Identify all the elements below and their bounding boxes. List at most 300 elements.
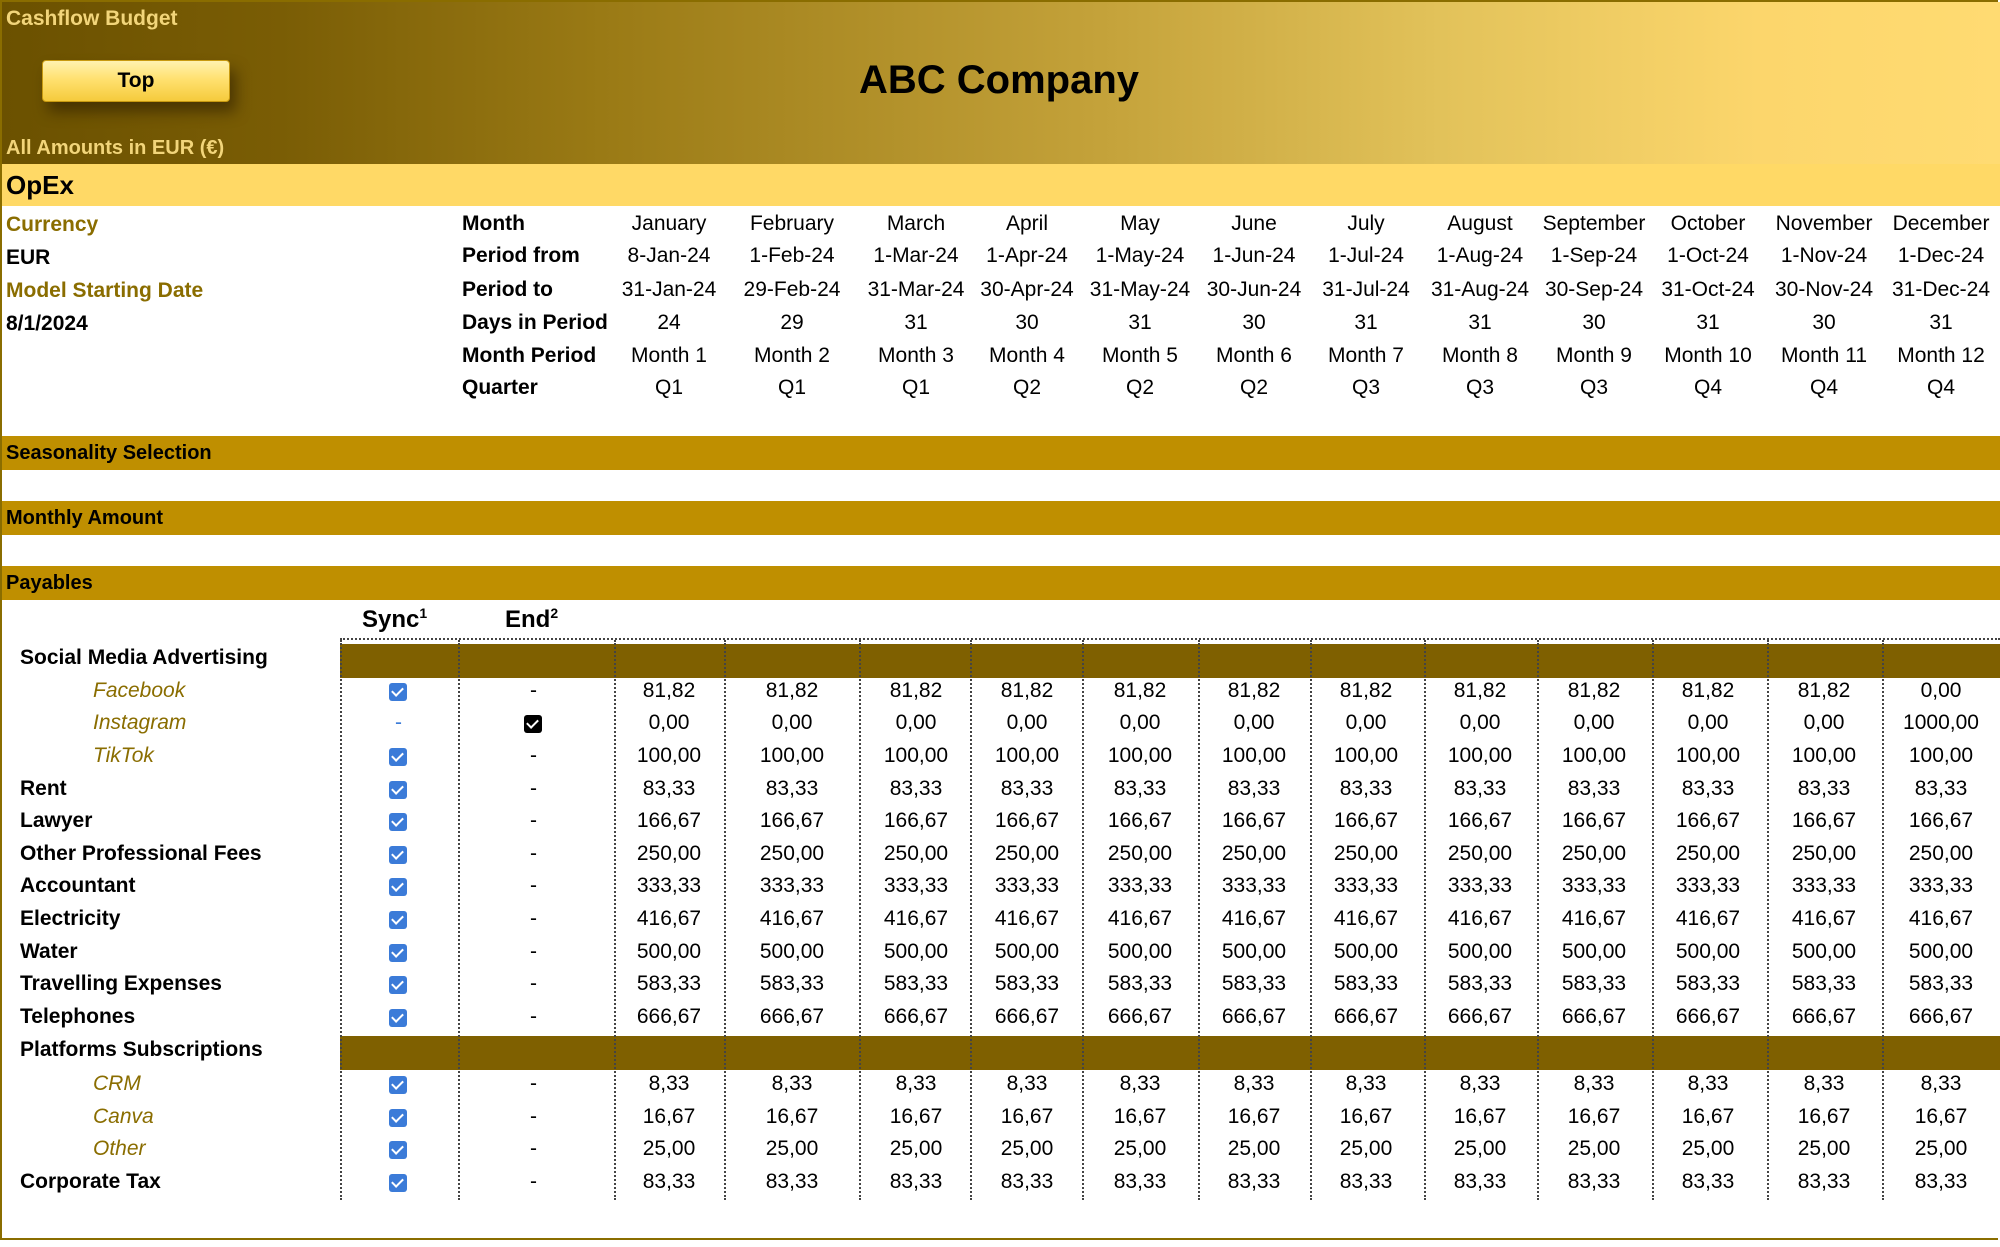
amount-cell[interactable]: 100,00 — [1221, 744, 1287, 767]
sync-checkbox[interactable] — [389, 683, 407, 701]
sync-checkbox[interactable] — [389, 911, 407, 929]
amount-cell[interactable]: 166,67 — [1447, 809, 1513, 832]
amount-cell[interactable]: 81,82 — [889, 679, 943, 702]
amount-cell[interactable]: 0,00 — [1803, 711, 1845, 734]
end-empty-dash[interactable]: - — [530, 1105, 537, 1128]
period-quarter-cell: Q4 — [1926, 376, 1955, 399]
amount-cell[interactable]: 25,00 — [1797, 1137, 1851, 1160]
amount-cell[interactable]: 0,00 — [1119, 711, 1161, 734]
amount-cell[interactable]: 8,33 — [895, 1072, 937, 1095]
grid-divider — [724, 640, 726, 1200]
period-month-cell: June — [1231, 212, 1277, 235]
end-empty-dash[interactable]: - — [530, 874, 537, 897]
amount-cell[interactable]: 100,00 — [1675, 744, 1741, 767]
sync-checkbox[interactable] — [389, 1174, 407, 1192]
amount-cell[interactable]: 0,00 — [1920, 679, 1962, 702]
amount-cell[interactable]: 100,00 — [883, 744, 949, 767]
grid-divider — [970, 640, 972, 1200]
amount-cell[interactable]: 8,33 — [648, 1072, 690, 1095]
brand-title: Cashflow Budget — [6, 7, 178, 30]
amount-cell[interactable]: 0,00 — [1233, 711, 1275, 734]
amount-cell[interactable]: 583,33 — [759, 972, 825, 995]
amount-cell[interactable]: 25,00 — [1339, 1137, 1393, 1160]
opex-title: OpEx — [6, 170, 74, 200]
grid-divider — [1198, 640, 1200, 1200]
amount-cell[interactable]: 25,00 — [765, 1137, 819, 1160]
sync-checkbox[interactable] — [389, 878, 407, 896]
amount-cell[interactable]: 666,67 — [1107, 1005, 1173, 1028]
period-from-cell: 1-Mar-24 — [873, 244, 959, 267]
amount-cell[interactable]: 83,33 — [1227, 777, 1281, 800]
group-header-band — [340, 644, 2000, 678]
amount-cell[interactable]: 100,00 — [1561, 744, 1627, 767]
amount-cell[interactable]: 81,82 — [1113, 679, 1167, 702]
amount-cell[interactable]: 333,33 — [883, 874, 949, 897]
amount-cell[interactable]: 583,33 — [883, 972, 949, 995]
amount-cell[interactable]: 500,00 — [1107, 940, 1173, 963]
amount-cell[interactable]: 83,33 — [1113, 777, 1167, 800]
period-from-cell: 1-Nov-24 — [1780, 244, 1868, 267]
period-month-cell: November — [1775, 212, 1873, 235]
sync-checkbox[interactable] — [389, 748, 407, 766]
amount-cell[interactable]: 81,82 — [642, 679, 696, 702]
amount-cell[interactable]: 166,67 — [1791, 809, 1857, 832]
amount-cell[interactable]: 81,82 — [765, 679, 819, 702]
opex-band — [2, 164, 2000, 206]
amount-cell[interactable]: 666,67 — [636, 1005, 702, 1028]
amount-cell[interactable]: 416,67 — [759, 907, 825, 930]
grid-divider — [1767, 640, 1769, 1200]
amount-cell[interactable]: 333,33 — [1791, 874, 1857, 897]
amount-cell[interactable]: 666,67 — [1561, 1005, 1627, 1028]
period-to-cell: 31-Aug-24 — [1430, 278, 1530, 301]
period-days-cell: 24 — [657, 311, 681, 334]
amount-cell[interactable]: 0,00 — [1006, 711, 1048, 734]
period-days-cell: 31 — [1354, 311, 1378, 334]
seasonality-title: Seasonality Selection — [6, 442, 212, 464]
amount-cell[interactable]: 83,33 — [1000, 777, 1054, 800]
sync-checkbox[interactable] — [389, 1009, 407, 1027]
amount-cell[interactable]: 100,00 — [1791, 744, 1857, 767]
amount-cell[interactable]: 666,67 — [1221, 1005, 1287, 1028]
end-empty-dash[interactable]: - — [530, 744, 537, 767]
amount-cell[interactable]: 416,67 — [883, 907, 949, 930]
amount-cell[interactable]: 666,67 — [1333, 1005, 1399, 1028]
sync-checkbox[interactable] — [389, 1141, 407, 1159]
amount-cell[interactable]: 250,00 — [1561, 842, 1627, 865]
amount-cell[interactable]: 250,00 — [1908, 842, 1974, 865]
amount-cell[interactable]: 333,33 — [759, 874, 825, 897]
amount-cell[interactable]: 500,00 — [1333, 940, 1399, 963]
company-title: ABC Company — [858, 58, 1140, 102]
amount-cell[interactable]: 250,00 — [1675, 842, 1741, 865]
start-date-value[interactable]: 8/1/2024 — [6, 312, 88, 335]
top-button[interactable]: Top — [42, 60, 230, 102]
amount-cell[interactable]: 0,00 — [1573, 711, 1615, 734]
amount-cell[interactable]: 500,00 — [759, 940, 825, 963]
amount-cell[interactable]: 333,33 — [1221, 874, 1287, 897]
amount-cell[interactable]: 100,00 — [1107, 744, 1173, 767]
sync-checkbox[interactable] — [389, 944, 407, 962]
period-to-cell: 30-Nov-24 — [1774, 278, 1874, 301]
amount-cell[interactable]: 166,67 — [759, 809, 825, 832]
amount-cell[interactable]: 250,00 — [1791, 842, 1857, 865]
amount-cell[interactable]: 8,33 — [1119, 1072, 1161, 1095]
amount-cell[interactable]: 416,67 — [636, 907, 702, 930]
period-quarter-cell: Q1 — [901, 376, 930, 399]
period-to-cell: 30-Apr-24 — [980, 278, 1074, 301]
amount-cell[interactable]: 16,67 — [642, 1105, 696, 1128]
period-from-cell: 1-May-24 — [1095, 244, 1185, 267]
amount-cell[interactable]: 100,00 — [636, 744, 702, 767]
period-to-cell: 29-Feb-24 — [743, 278, 841, 301]
amount-cell[interactable]: 166,67 — [1561, 809, 1627, 832]
amount-cell[interactable]: 16,67 — [1113, 1105, 1167, 1128]
amount-cell[interactable]: 166,67 — [1221, 809, 1287, 832]
amount-cell[interactable]: 416,67 — [1107, 907, 1173, 930]
period-quarter-cell: Q4 — [1693, 376, 1722, 399]
amount-cell[interactable]: 500,00 — [883, 940, 949, 963]
amount-cell[interactable]: 25,00 — [1453, 1137, 1507, 1160]
payable-label: Facebook — [93, 679, 186, 702]
period-quarter-cell: Q3 — [1465, 376, 1494, 399]
amount-cell[interactable]: 416,67 — [1221, 907, 1287, 930]
end-empty-dash[interactable]: - — [530, 907, 537, 930]
amount-cell[interactable]: 166,67 — [1908, 809, 1974, 832]
amount-cell[interactable]: 8,33 — [1233, 1072, 1275, 1095]
period-month-cell: September — [1542, 212, 1646, 235]
grid-divider — [1424, 640, 1426, 1200]
amount-cell[interactable]: 83,33 — [1797, 777, 1851, 800]
payable-label: TikTok — [93, 744, 154, 767]
amount-cell[interactable]: 100,00 — [1908, 744, 1974, 767]
sync-checkbox[interactable] — [389, 781, 407, 799]
amount-cell[interactable]: 81,82 — [1453, 679, 1507, 702]
end-empty-dash[interactable]: - — [530, 777, 537, 800]
amount-cell[interactable]: 81,82 — [1567, 679, 1621, 702]
grid-divider — [340, 640, 342, 1200]
amount-cell[interactable]: 333,33 — [1107, 874, 1173, 897]
amount-cell[interactable]: 25,00 — [1000, 1137, 1054, 1160]
amount-cell[interactable]: 83,33 — [765, 777, 819, 800]
period-from-cell: 1-Jul-24 — [1328, 244, 1404, 267]
end-empty-dash[interactable]: - — [530, 972, 537, 995]
row-header-days: Days in Period — [462, 311, 608, 334]
payable-label: Other Professional Fees — [20, 842, 262, 865]
amount-cell[interactable]: 8,33 — [1920, 1072, 1962, 1095]
period-period-cell: Month 9 — [1556, 344, 1632, 367]
period-period-cell: Month 5 — [1102, 344, 1178, 367]
amount-cell[interactable]: 500,00 — [994, 940, 1060, 963]
amount-cell[interactable]: 666,67 — [1791, 1005, 1857, 1028]
amount-cell[interactable]: 0,00 — [648, 711, 690, 734]
amount-cell[interactable]: 81,82 — [1000, 679, 1054, 702]
amount-cell[interactable]: 83,33 — [1339, 1170, 1393, 1193]
amount-cell[interactable]: 666,67 — [994, 1005, 1060, 1028]
grid-divider — [1082, 640, 1084, 1200]
period-period-cell: Month 7 — [1328, 344, 1404, 367]
payable-label: Telephones — [20, 1005, 136, 1028]
amount-cell[interactable]: 333,33 — [1561, 874, 1627, 897]
period-period-cell: Month 3 — [878, 344, 954, 367]
amount-cell[interactable]: 583,33 — [1447, 972, 1513, 995]
amount-cell[interactable]: 83,33 — [1453, 777, 1507, 800]
amount-cell[interactable]: 250,00 — [636, 842, 702, 865]
amount-cell[interactable]: 250,00 — [883, 842, 949, 865]
end-empty-dash[interactable]: - — [530, 809, 537, 832]
monthly-title: Monthly Amount — [6, 507, 164, 529]
amount-cell[interactable]: 416,67 — [1675, 907, 1741, 930]
amount-cell[interactable]: 500,00 — [1791, 940, 1857, 963]
period-month-cell: January — [631, 212, 707, 235]
amount-cell[interactable]: 166,67 — [994, 809, 1060, 832]
period-days-cell: 31 — [1128, 311, 1152, 334]
amount-cell[interactable]: 500,00 — [636, 940, 702, 963]
amount-cell[interactable]: 100,00 — [994, 744, 1060, 767]
amount-cell[interactable]: 416,67 — [994, 907, 1060, 930]
grid-divider — [1537, 640, 1539, 1200]
period-from-cell: 1-Dec-24 — [1897, 244, 1985, 267]
sync-checkbox[interactable] — [389, 1109, 407, 1127]
period-month-cell: February — [749, 212, 835, 235]
amount-cell[interactable]: 250,00 — [759, 842, 825, 865]
amount-cell[interactable]: 500,00 — [1561, 940, 1627, 963]
period-quarter-cell: Q3 — [1351, 376, 1380, 399]
amount-cell[interactable]: 333,33 — [994, 874, 1060, 897]
sync-column-header: Sync$^1$ — [362, 605, 428, 633]
amount-cell[interactable]: 166,67 — [1333, 809, 1399, 832]
sync-empty-dash[interactable]: - — [395, 711, 402, 734]
amount-cell[interactable]: 500,00 — [1675, 940, 1741, 963]
period-quarter-cell: Q2 — [1239, 376, 1268, 399]
grid-divider — [1310, 640, 1312, 1200]
amount-cell[interactable]: 0,00 — [1345, 711, 1387, 734]
amount-cell[interactable]: 83,33 — [1797, 1170, 1851, 1193]
grid-divider — [1882, 640, 1884, 1200]
end-empty-dash[interactable]: - — [530, 679, 537, 702]
period-to-cell: 31-Jul-24 — [1322, 278, 1410, 301]
amount-cell[interactable]: 8,33 — [1459, 1072, 1501, 1095]
amount-cell[interactable]: 83,33 — [1227, 1170, 1281, 1193]
amount-cell[interactable]: 83,33 — [1914, 1170, 1968, 1193]
amount-cell[interactable]: 25,00 — [1113, 1137, 1167, 1160]
amount-cell[interactable]: 25,00 — [1567, 1137, 1621, 1160]
amount-cell[interactable]: 416,67 — [1791, 907, 1857, 930]
amount-cell[interactable]: 166,67 — [1675, 809, 1741, 832]
period-period-cell: Month 1 — [631, 344, 707, 367]
amount-cell[interactable]: 500,00 — [1447, 940, 1513, 963]
period-quarter-cell: Q2 — [1125, 376, 1154, 399]
amount-cell[interactable]: 666,67 — [1908, 1005, 1974, 1028]
amount-cell[interactable]: 100,00 — [1447, 744, 1513, 767]
amount-cell[interactable]: 250,00 — [1447, 842, 1513, 865]
grid-divider — [1652, 640, 1654, 1200]
grid-divider — [859, 640, 861, 1200]
amount-cell[interactable]: 583,33 — [1791, 972, 1857, 995]
end-empty-dash[interactable]: - — [530, 1072, 537, 1095]
amount-cell[interactable]: 583,33 — [1107, 972, 1173, 995]
sync-checkbox[interactable] — [389, 846, 407, 864]
amount-cell[interactable]: 1000,00 — [1903, 711, 1979, 734]
amount-cell[interactable]: 83,33 — [1000, 1170, 1054, 1193]
period-period-cell: Month 10 — [1664, 344, 1752, 367]
amount-cell[interactable]: 333,33 — [1447, 874, 1513, 897]
monthly-band — [2, 501, 2000, 535]
amount-cell[interactable]: 25,00 — [889, 1137, 943, 1160]
payable-label: Canva — [93, 1105, 154, 1128]
period-from-cell: 1-Sep-24 — [1550, 244, 1638, 267]
period-to-cell: 31-Mar-24 — [867, 278, 965, 301]
amount-cell[interactable]: 16,67 — [1453, 1105, 1507, 1128]
period-days-cell: 31 — [1696, 311, 1720, 334]
sync-checkbox[interactable] — [389, 1076, 407, 1094]
amount-cell[interactable]: 16,67 — [1797, 1105, 1851, 1128]
amount-cell[interactable]: 666,67 — [1447, 1005, 1513, 1028]
grid-divider — [458, 640, 460, 1200]
amount-cell[interactable]: 83,33 — [1339, 777, 1393, 800]
amount-cell[interactable]: 0,00 — [1687, 711, 1729, 734]
amount-cell[interactable]: 16,67 — [889, 1105, 943, 1128]
amount-cell[interactable]: 81,82 — [1339, 679, 1393, 702]
amount-cell[interactable]: 100,00 — [1333, 744, 1399, 767]
amount-cell[interactable]: 16,67 — [1227, 1105, 1281, 1128]
grid-divider — [614, 640, 616, 1200]
period-to-cell: 30-Jun-24 — [1206, 278, 1302, 301]
amount-cell[interactable]: 250,00 — [1333, 842, 1399, 865]
amount-cell[interactable]: 166,67 — [1107, 809, 1173, 832]
amount-cell[interactable]: 16,67 — [1339, 1105, 1393, 1128]
amount-cell[interactable]: 25,00 — [1914, 1137, 1968, 1160]
amount-cell[interactable]: 83,33 — [765, 1170, 819, 1193]
amount-cell[interactable]: 250,00 — [1221, 842, 1287, 865]
period-from-cell: 8-Jan-24 — [627, 244, 711, 267]
amount-cell[interactable]: 416,67 — [1908, 907, 1974, 930]
period-month-cell: May — [1120, 212, 1160, 235]
amount-cell[interactable]: 416,67 — [1333, 907, 1399, 930]
sync-checkbox[interactable] — [389, 976, 407, 994]
amount-cell[interactable]: 583,33 — [1561, 972, 1627, 995]
amount-cell[interactable]: 666,67 — [759, 1005, 825, 1028]
amount-cell[interactable]: 25,00 — [642, 1137, 696, 1160]
payable-label: Travelling Expenses — [20, 972, 222, 995]
payable-label: Water — [20, 940, 78, 963]
sync-checkbox[interactable] — [389, 813, 407, 831]
amount-cell[interactable]: 166,67 — [883, 809, 949, 832]
amount-cell[interactable]: 583,33 — [1675, 972, 1741, 995]
period-to-cell: 31-Dec-24 — [1891, 278, 1991, 301]
amount-cell[interactable]: 333,33 — [1333, 874, 1399, 897]
end-empty-dash[interactable]: - — [530, 842, 537, 865]
amount-cell[interactable]: 8,33 — [1573, 1072, 1615, 1095]
amount-cell[interactable]: 666,67 — [1675, 1005, 1741, 1028]
row-header-month: Month — [462, 212, 525, 235]
grid-top-border — [340, 638, 2000, 640]
amount-cell[interactable]: 500,00 — [1221, 940, 1287, 963]
group-label: Platforms Subscriptions — [20, 1038, 263, 1061]
amount-cell[interactable]: 333,33 — [1675, 874, 1741, 897]
currency-value[interactable]: EUR — [6, 246, 51, 269]
amount-cell[interactable]: 83,33 — [642, 1170, 696, 1193]
payable-label: Other — [93, 1137, 146, 1160]
amount-cell[interactable]: 583,33 — [1221, 972, 1287, 995]
amount-cell[interactable]: 83,33 — [889, 777, 943, 800]
amount-cell[interactable]: 500,00 — [1908, 940, 1974, 963]
period-quarter-cell: Q4 — [1809, 376, 1838, 399]
amount-cell[interactable]: 0,00 — [895, 711, 937, 734]
amount-cell[interactable]: 666,67 — [883, 1005, 949, 1028]
amount-cell[interactable]: 583,33 — [994, 972, 1060, 995]
amount-cell[interactable]: 416,67 — [1447, 907, 1513, 930]
end-empty-dash[interactable]: - — [530, 1005, 537, 1028]
period-from-cell: 1-Jun-24 — [1212, 244, 1296, 267]
amount-cell[interactable]: 83,33 — [1453, 1170, 1507, 1193]
amount-cell[interactable]: 8,33 — [1345, 1072, 1387, 1095]
period-from-cell: 1-Oct-24 — [1667, 244, 1749, 267]
payable-label: Accountant — [20, 874, 136, 897]
amount-cell[interactable]: 81,82 — [1681, 679, 1735, 702]
amount-cell[interactable]: 16,67 — [1567, 1105, 1621, 1128]
start-date-label: Model Starting Date — [6, 279, 204, 302]
amount-cell[interactable]: 0,00 — [771, 711, 813, 734]
period-to-cell: 31-Oct-24 — [1661, 278, 1755, 301]
payable-label: Electricity — [20, 907, 121, 930]
amount-cell[interactable]: 0,00 — [1459, 711, 1501, 734]
amount-cell[interactable]: 16,67 — [1681, 1105, 1735, 1128]
amount-cell[interactable]: 250,00 — [994, 842, 1060, 865]
amount-cell[interactable]: 100,00 — [759, 744, 825, 767]
amount-cell[interactable]: 83,33 — [1681, 1170, 1735, 1193]
period-period-cell: Month 4 — [989, 344, 1065, 367]
amount-cell[interactable]: 25,00 — [1227, 1137, 1281, 1160]
amount-cell[interactable]: 81,82 — [1227, 679, 1281, 702]
period-month-cell: July — [1347, 212, 1385, 235]
amount-cell[interactable]: 25,00 — [1681, 1137, 1735, 1160]
amount-cell[interactable]: 16,67 — [1000, 1105, 1054, 1128]
period-quarter-cell: Q1 — [654, 376, 683, 399]
amount-cell[interactable]: 8,33 — [1006, 1072, 1048, 1095]
amount-cell[interactable]: 166,67 — [636, 809, 702, 832]
amount-cell[interactable]: 583,33 — [1908, 972, 1974, 995]
amount-cell[interactable]: 250,00 — [1107, 842, 1173, 865]
seasonality-band — [2, 436, 2000, 470]
amount-cell[interactable]: 333,33 — [1908, 874, 1974, 897]
amount-cell[interactable]: 8,33 — [771, 1072, 813, 1095]
amount-cell[interactable]: 16,67 — [765, 1105, 819, 1128]
amount-cell[interactable]: 8,33 — [1687, 1072, 1729, 1095]
amount-cell[interactable]: 81,82 — [1797, 679, 1851, 702]
amount-cell[interactable]: 83,33 — [1113, 1170, 1167, 1193]
period-from-cell: 1-Aug-24 — [1436, 244, 1524, 267]
end-empty-dash[interactable]: - — [530, 940, 537, 963]
amount-cell[interactable]: 83,33 — [642, 777, 696, 800]
amount-cell[interactable]: 583,33 — [1333, 972, 1399, 995]
end-empty-dash[interactable]: - — [530, 1170, 537, 1193]
amount-cell[interactable]: 83,33 — [889, 1170, 943, 1193]
amount-cell[interactable]: 333,33 — [636, 874, 702, 897]
amount-cell[interactable]: 83,33 — [1914, 777, 1968, 800]
amount-cell[interactable]: 83,33 — [1567, 777, 1621, 800]
amount-cell[interactable]: 416,67 — [1561, 907, 1627, 930]
amount-cell[interactable]: 16,67 — [1914, 1105, 1968, 1128]
end-checkbox[interactable] — [524, 715, 542, 733]
amount-cell[interactable]: 8,33 — [1803, 1072, 1845, 1095]
amount-cell[interactable]: 583,33 — [636, 972, 702, 995]
row-header-from: Period from — [462, 244, 580, 267]
end-empty-dash[interactable]: - — [530, 1137, 537, 1160]
currency-label: Currency — [6, 213, 99, 236]
amount-cell[interactable]: 83,33 — [1681, 777, 1735, 800]
amount-cell[interactable]: 83,33 — [1567, 1170, 1621, 1193]
